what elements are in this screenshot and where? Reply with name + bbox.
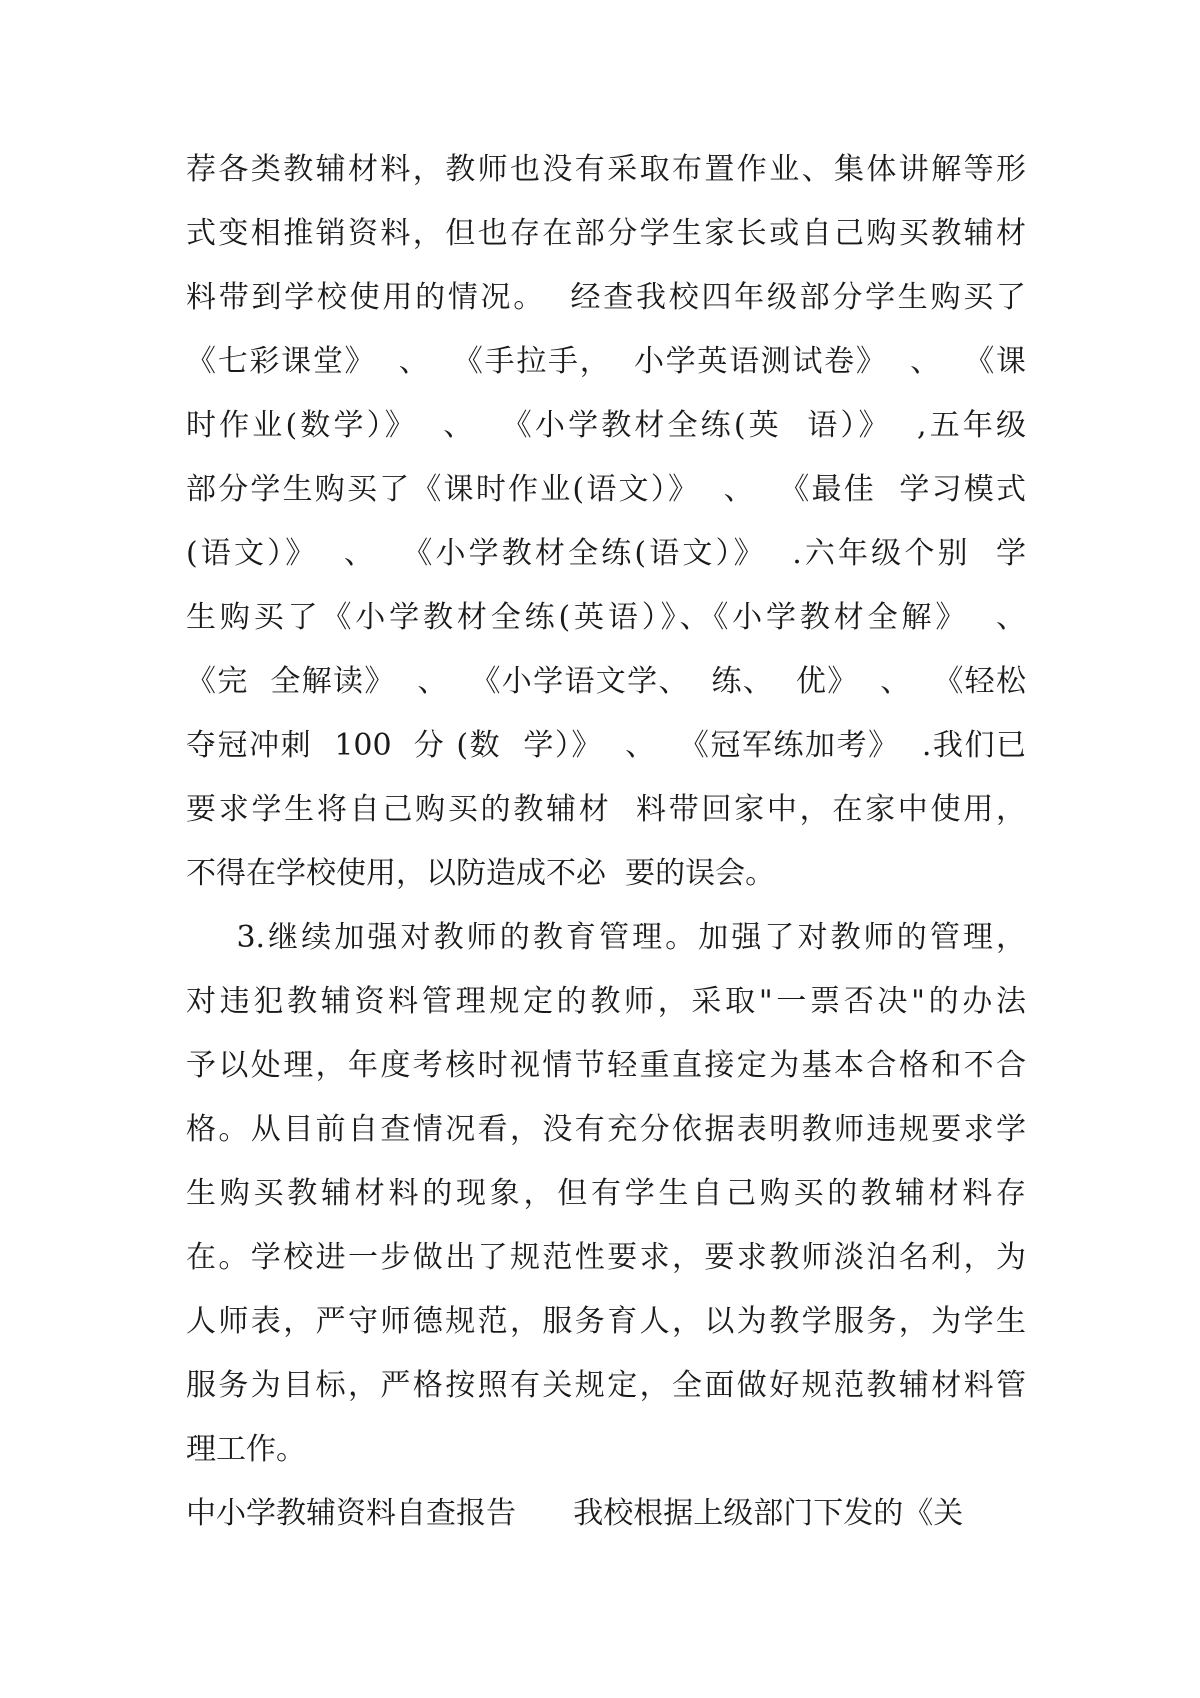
text-line: 在。学校进一步做出了规范性要求，要求教师淡泊名利，为 — [186, 1240, 1026, 1275]
text-line: 时作业(数学）》 、 《小学教材全练(英 语）》 ,五年级 — [186, 408, 1026, 443]
text-line: (语文）》 、 《小学教材全练(语文）》 .六年级个别 学 — [186, 536, 1026, 571]
text-line: 料带到学校使用的情况。 经查我校四年级部分学生购买了 — [186, 280, 1026, 315]
text-line: 夺冠冲刺 100 分 (数 学）》 、 《冠军练加考》 .我们已 — [186, 728, 1026, 763]
text-line: 要求学生将自己购买的教辅材 料带回家中，在家中使用， — [186, 792, 1026, 827]
text-line: 予以处理，年度考核时视情节轻重直接定为基本合格和不合 — [186, 1048, 1026, 1083]
text-line: 生购买教辅材料的现象，但有学生自己购买的教辅材料存 — [186, 1176, 1026, 1211]
text-line: 人师表，严守师德规范，服务育人，以为教学服务，为学生 — [186, 1304, 1026, 1339]
text-line: 式变相推销资料，但也存在部分学生家长或自己购买教辅材 — [186, 216, 1026, 251]
text-line: 生购买了《小学教材全练(英语）》、《小学教材全解》 、 — [186, 600, 1026, 635]
text-line: 对违犯教辅资料管理规定的教师，采取"一票否决"的办法 — [186, 984, 1026, 1019]
text-line: 格。从目前自查情况看，没有充分依据表明教师违规要求学 — [186, 1112, 1026, 1147]
text-line: 《七彩课堂》 、 《手拉手， 小学英语测试卷》 、 《课 — [186, 344, 1026, 379]
text-line: 理工作。 — [186, 1432, 306, 1467]
section-heading-line: 中小学教辅资料自查报告 我校根据上级部门下发的《关 — [186, 1496, 964, 1531]
text-line: 《完 全解读》 、 《小学语文学、 练、 优》 、 《轻松 — [186, 664, 1026, 699]
text-line: 服务为目标，严格按照有关规定，全面做好规范教辅材料管 — [186, 1368, 1026, 1403]
paragraph-start-line: 3.继续加强对教师的教育管理。加强了对教师的管理， — [186, 920, 1026, 955]
text-line: 不得在学校使用，以防造成不必 要的误会。 — [186, 856, 776, 891]
text-line: 部分学生购买了《课时作业(语文）》 、 《最佳 学习模式 — [186, 472, 1026, 507]
text-line: 荐各类教辅材料，教师也没有采取布置作业、集体讲解等形 — [186, 152, 1026, 187]
